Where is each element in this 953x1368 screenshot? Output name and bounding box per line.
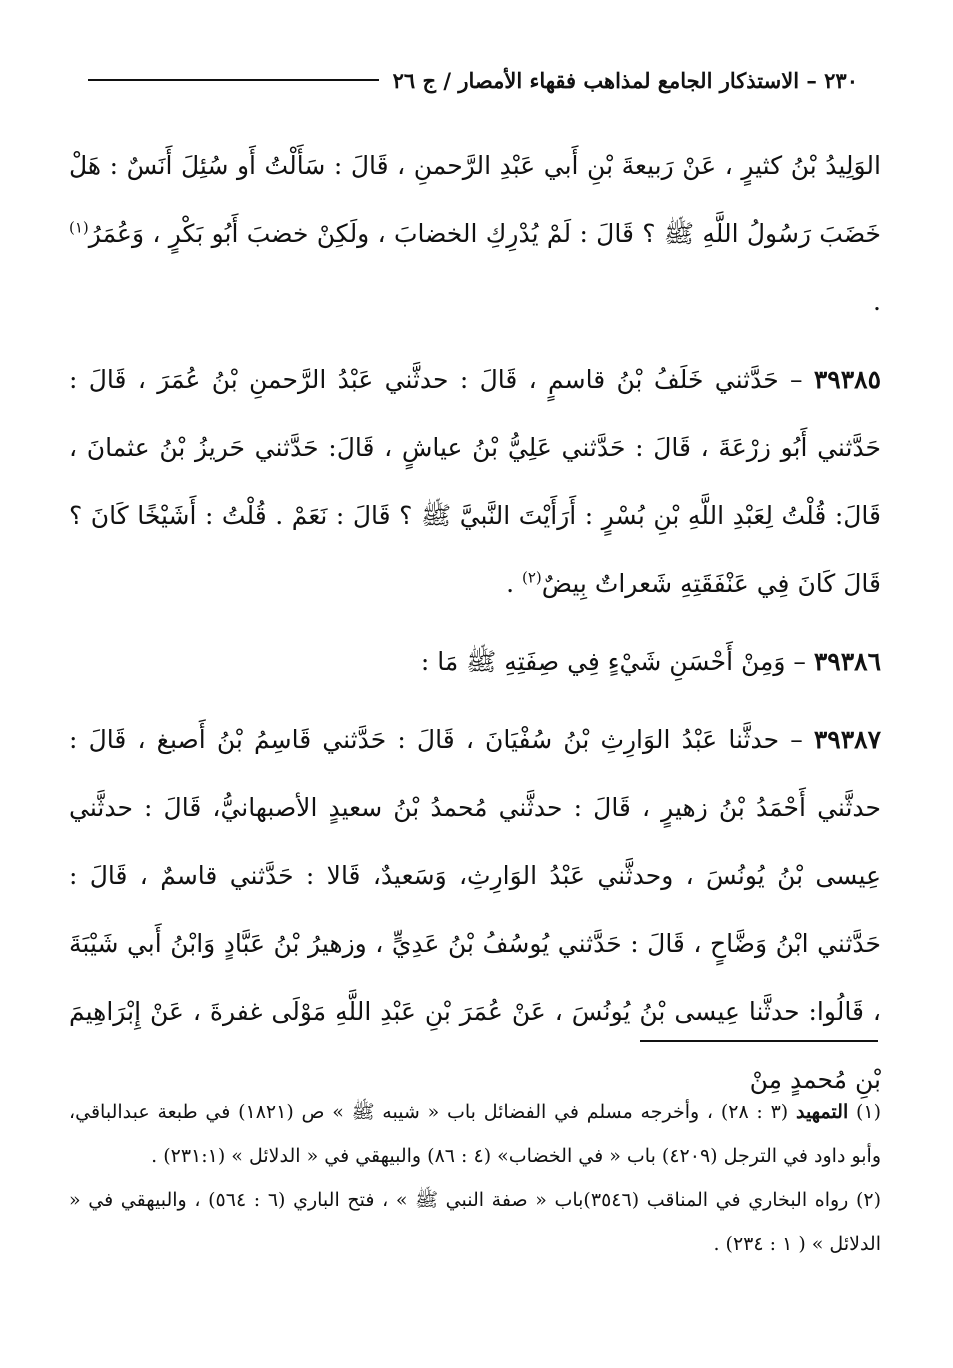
footnotes <box>69 1090 881 1266</box>
paragraph-39387 <box>69 706 881 1114</box>
footnote-2 <box>69 1178 881 1266</box>
paragraph-39385 <box>69 346 881 618</box>
continuation-end: . <box>873 287 881 316</box>
entry-number-39385: ٣٩٣٨٥ <box>813 365 881 394</box>
paragraph-continuation <box>69 132 881 336</box>
header-rule <box>88 79 379 81</box>
paragraph-39386-text: – وَمِنْ أَحْسَنِ شَيْءٍ فِي صِفَتِهِ ﷺ مَا : <box>420 647 814 676</box>
footnote-ref-2: (٢) <box>521 568 542 587</box>
paragraph-39385-end: . <box>506 569 522 598</box>
footnote-rule <box>640 1040 878 1042</box>
header-title: ٢٣٠ – الاستذكار الجامع لمذاهب فقهاء الأمصار / ج ٢٦ <box>392 67 858 93</box>
footnote-1-source: التمهيد <box>795 1101 849 1123</box>
footnote-2-text: (٢) رواه البخاري في المناقب (٣٥٤٦)باب « صفة النبي ﷺ » ، فتح الباري (٦ : ٥٦٤) ، والبيهقي في « الدلائل » ( ١ : ٢٣٤) . <box>69 1189 882 1255</box>
entry-number-39386: ٣٩٣٨٦ <box>813 647 881 676</box>
paragraph-39387-text: – حدثَّنا عَبْدُ الوَارِثِ بْنُ سُفْيَانَ ، قَالَ : حَدَّثني قَاسِمُ بْنُ أَصبغ ، قَالَ : حدثَّني أَحْمَدُ بْنُ زهيرٍ ، قَالَ : حدثَّني مُحمدُ بْنُ سعيدٍ الأصبهانيُّ، قَالَ : حدثَّني عِيسى بْنُ يُونُسَ ، وحدثَّني عَبْدُ الوَارِثِ، وَسَعيدٌ، قَالا : حَدَّثني قاسمٌ ، قَالَ : حَدَّثني ابْنُ وَضَّاحٍ ، قَالَ : حَدَّثني يُوسُفُ بْنُ عَدِيٍّ ، وزهيرُ بْنُ عَبَّادٍ وَابْنُ أَبي شَيْبَةَ ، قَالُوا: حدثَّنا عِيسى بْنُ يُونُسَ ، عَنْ عُمَرَ بْنِ عَبْدِ اللَّهِ مَوْلَى غفرةَ ، عَنْ إِبْرَاهِيمَ بْنِ مُحمدٍ مِنْ <box>69 725 881 1094</box>
running-header <box>88 62 858 98</box>
paragraph-39386 <box>69 628 881 696</box>
entry-number-39387: ٣٩٣٨٧ <box>813 725 881 754</box>
footnote-1-number: (١) <box>848 1101 882 1123</box>
main-text <box>69 132 881 1124</box>
paragraph-39385-text: – حَدَّثني خَلَفُ بْنُ قاسمٍ ، قَالَ : حدثَّني عَبْدُ الرَّحمنِ بْنُ عُمَرَ ، قَالَ : حَدَّثني أَبُو زرْعَةَ ، قَالَ : حَدَّثني عَلِيُّ بْنُ عياشٍ ، قَالَ: حَدَّثني حَريزُ بْنُ عثمانَ ، قَالَ: قُلْتُ لِعَبْدِ اللَّهِ بْنِ بُسْرٍ : أَرَأَيْتَ النَّبيَّ ﷺ ؟ قَالَ : نَعَمْ . قُلْتُ : أَشَيْخًا كَانَ ؟ قَالَ كَانَ فِي عَنْفَقَتِهِ شَعراتٌ بِيضٌ <box>69 365 881 598</box>
continuation-text: الوَلِيدُ بْنُ كثيرٍ ، عَنْ رَبيعةَ بْنِ أَبي عَبْدِ الرَّحمنِ ، قَالَ : سَأَلْتُ أَو سُئِلَ أَنَسٌ : هَلْ خَضَبَ رَسُولُ اللَّهِ ﷺ ؟ قَالَ : لَمْ يُدْرِكِ الخضابَ ، ولَكِنْ خضبَ أَبُو بَكْرٍ ، وَعُمَرُ <box>69 151 881 248</box>
footnote-1-text: (٣ : ٢٨) ، وأخرجه مسلم في الفضائل باب « شيبه ﷺ » ص (١٨٢١) في طبعة عبدالباقي، وأبو داود في الترجل (٤٢٠٩) باب « في الخضاب» (٤ : ٨٦) والبيهقي في « الدلائل » (٢٣١:١) . <box>69 1101 881 1167</box>
footnote-1 <box>69 1090 881 1178</box>
footnote-ref-1: (١) <box>69 218 89 237</box>
